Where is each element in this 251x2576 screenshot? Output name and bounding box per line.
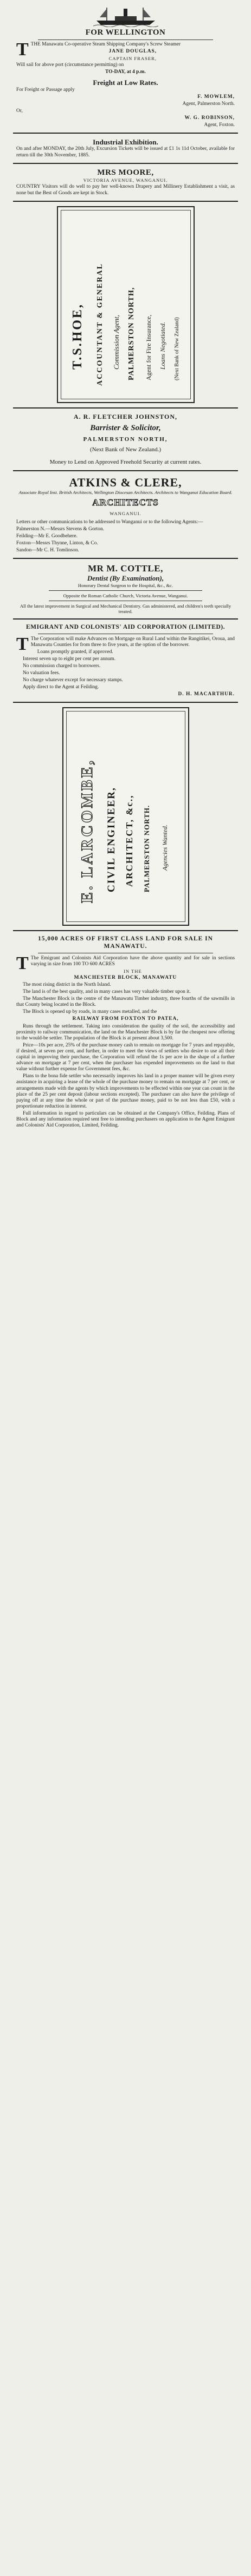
land-in: IN THE: [123, 968, 142, 974]
moore-ad: [0, 168, 251, 196]
land-para-3: The Manchester Block is the centre of the Manawatu Timber industry, three fourths of the sawmills in that County being located in the Block.: [16, 996, 235, 1008]
cottle-title: Dentist (By Examination),: [87, 574, 164, 583]
larcombe-agencies: Agencies Wanted.: [160, 825, 169, 871]
johnston-money: Money to Lend on Approved Freehold Security at current rates.: [49, 459, 202, 466]
wellington-intro: TTHE Manawatu Co-operative Steam Shipping Company's Screw Steamer: [16, 39, 181, 60]
captain-name: CAPTAIN FRASER,: [108, 55, 157, 61]
rates-title: Freight at Low Rates.: [93, 78, 158, 87]
johnston-name: A. R. FLETCHER JOHNSTON,: [73, 412, 178, 420]
apply-text: For Freight or Passage apply: [16, 87, 75, 93]
land-para-8: Plans to the bona fide settler who necessarily improves his land in a proper manner will be given every assistance in acquiring a lease of the whole of the purchase money to remain on mortgage at 7 per cent, or arrangements made with the agents by which improvements to be effected within one year can count in the place of the 25 per cent deposit (labour sections excepted). The purchaser can also have the privilege of paying off at any time the whole or part of the purchase money, paid to be not less than £50, with a proportionate reduction in interest.: [16, 1073, 235, 1109]
cottle-opposite: Opposite the Roman Catholic Church, Victoria Avenue, Wanganui.: [63, 592, 188, 598]
land-para-1: The most rising district in the North Island.: [23, 982, 111, 988]
atkins-agent-1: Palmerston N.—Messrs Stevens & Gorton.: [16, 526, 104, 532]
emigrant-no-charge: No charge whatever except for necessary stamps.: [23, 677, 123, 683]
land-para-6: Runs through the settlement. Taking into consideration the quality of the soil, the accessibility and proximity to railway communication, the land on the Manchester Block is by far the cheapest now offering to the would-be settler. The population of the Block is at present about 3,500.: [16, 1023, 235, 1041]
emigrant-interest: Interest seven up to eight per cent per annum.: [23, 656, 116, 662]
agent2-location: Agent, Foxton.: [204, 122, 235, 128]
johnston-ad: [0, 413, 251, 466]
johnston-location: (Next Bank of New Zealand.): [89, 446, 162, 453]
exhibition-ad: [0, 138, 251, 159]
atkins-ad: [0, 476, 251, 554]
land-para-2: The land is of the best quality, and in many cases has very valuable timber upon it.: [23, 989, 191, 995]
land-sale-ad: [0, 935, 251, 1129]
larcombe-name: E. LARCOMBE,: [78, 759, 96, 904]
or-text: Or,: [16, 108, 23, 114]
sail-time: TO-DAY, at 4 p.m.: [105, 69, 146, 75]
atkins-associates: Associate Royal Inst. British Architects, Wellington Diocesan Architects. Architects to Wanganui Education Board.: [18, 490, 233, 496]
emigrant-ad: [0, 624, 251, 697]
land-para-7: Price—10s per acre, 25% of the purchase money cash to remain on mortgage for 7 years and repayable, if desired, at seven per cent, and further, in order to meet the views of settlers who desire to use all their capital in improving their purchase, the Corporation will refund the 1s per acre in the shape of a further advance on mortgage at 7 per cent, when the purchaser has expended improvements on the land to that value without further expense for Government fees, &c.: [16, 1042, 235, 1072]
atkins-agent-3: Foxton—Messrs Thynne, Linton, & Co.: [16, 540, 98, 546]
ship-name: JANE DOUGLAS,: [108, 48, 157, 54]
hoe-line-commission: Commission Agent,: [112, 314, 120, 370]
agent1-location: Agent, Palmerston North.: [182, 101, 235, 107]
land-para-4: The Block is opened up by roads, in many cases metalled, and the: [23, 1009, 157, 1015]
hoe-line-loans: Loans Negotiated.: [158, 321, 166, 370]
wellington-shipping-ad: [0, 0, 251, 128]
land-block: MANCHESTER BLOCK, MANAWATU: [74, 974, 177, 980]
sail-note: Will sail for above port (circumstance permitting) on: [16, 62, 124, 68]
steamship-illustration: [93, 5, 158, 27]
hoe-ornamental-box: [57, 206, 195, 403]
emigrant-no-valuation: No valuation fees.: [23, 670, 60, 676]
larcombe-ad: [0, 707, 251, 926]
hoe-name: T.S.HOE,: [70, 302, 85, 370]
exhibition-body: On and after MONDAY, the 20th July, Excursion Tickets will be issued at £1 1s 11d October, available for return till the 30th November, 1885.: [16, 146, 235, 158]
hoe-line-accountant: ACCOUNTANT & GENERAL: [95, 262, 104, 386]
agent2-name: W. G. ROBINSON,: [184, 115, 235, 121]
hoe-line-town: PALMERSTON NORTH,: [127, 287, 136, 380]
atkins-body: Letters or other communications to be addressed to Wanganui or to the following Agents:—: [16, 519, 203, 525]
emigrant-no-commission: No commission charged to borrowers.: [23, 663, 101, 669]
atkins-agent-2: Feilding—Mr E. Goodbehere.: [16, 533, 78, 539]
larcombe-town: PALMERSTON NORTH.: [142, 805, 151, 893]
exhibition-title: Industrial Exhibition.: [93, 138, 158, 147]
hoe-line-side: (Next Bank of New Zealand): [173, 317, 180, 380]
agent1-name: F. MOWLEM,: [197, 94, 235, 100]
larcombe-architect: ARCHITECT, &c.,: [124, 795, 134, 887]
larcombe-ornamental-box: [62, 707, 189, 926]
moore-address: VICTORIA AVENUE, WANGANUI.: [83, 177, 168, 183]
cottle-name: MR M. COTTLE,: [88, 563, 163, 574]
emigrant-agent: D. H. MACARTHUR.: [178, 691, 235, 697]
emigrant-apply: Apply direct to the Agent at Feilding.: [23, 684, 99, 690]
cottle-body: All the latest improvement in Surgical and Mechanical Dentistry. Gas administered, and children's teeth specially treated.: [20, 603, 231, 614]
cottle-ad: [0, 563, 251, 614]
hoe-line-insurance: Agent for Fire Insurance,: [144, 314, 152, 380]
cottle-hon: Honorary Dental Surgeon to the Hospital, &c., &c.: [78, 582, 173, 588]
land-railway: RAILWAY FROM FOXTON TO PATEA,: [72, 1016, 179, 1022]
atkins-architects: ARCHITECTS: [92, 497, 159, 508]
land-intro: T The Emigrant and Colonists Aid Corporation have the above quantity and for sale in sections varying in size from 100 TO 600 ACRES: [16, 953, 235, 973]
atkins-agent-4: Sandon—Mr C. H. Tomlinson.: [16, 548, 79, 554]
moore-title: MRS MOORE,: [97, 168, 154, 177]
land-title: 15,000 ACRES OF FIRST CLASS LAND FOR SALE IN MANAWATU.: [38, 935, 213, 950]
larcombe-engineer: CIVIL ENGINEER,: [105, 787, 117, 893]
atkins-place: WANGANUI.: [110, 510, 141, 516]
emigrant-body: T The Corporation will make Advances on Mortgage on Rural Land within the Rangitikei, Oroua, and Manawatu Counties for from three to five years, at the option of the borrower.: [16, 634, 235, 654]
moore-body: COUNTRY Visitors will do well to pay her well-known Drapery and Millinery Establishment a visit, as none but the Best of Goods are kept in Stock.: [16, 184, 235, 196]
johnston-town: PALMERSTON NORTH,: [83, 436, 168, 443]
wellington-title: FOR WELLINGTON: [85, 28, 166, 37]
atkins-title: ATKINS & CLERE,: [69, 476, 182, 490]
emigrant-title: EMIGRANT AND COLONISTS' AID CORPORATION (LIMITED).: [25, 624, 226, 631]
johnston-profession: Barrister & Solicitor,: [90, 423, 161, 432]
hoe-ad: [0, 206, 251, 403]
emigrant-loans: Loans promptly granted, if approved.: [37, 649, 113, 655]
land-para-9: Full information in regard to particulars can be obtained at the Company's Office, Feilding. Plans of Block and any information required sent free to intending purchasers on application to the Agent Emigrant and Colonists' Aid Corporation, Limited, Feilding.: [16, 1110, 235, 1129]
